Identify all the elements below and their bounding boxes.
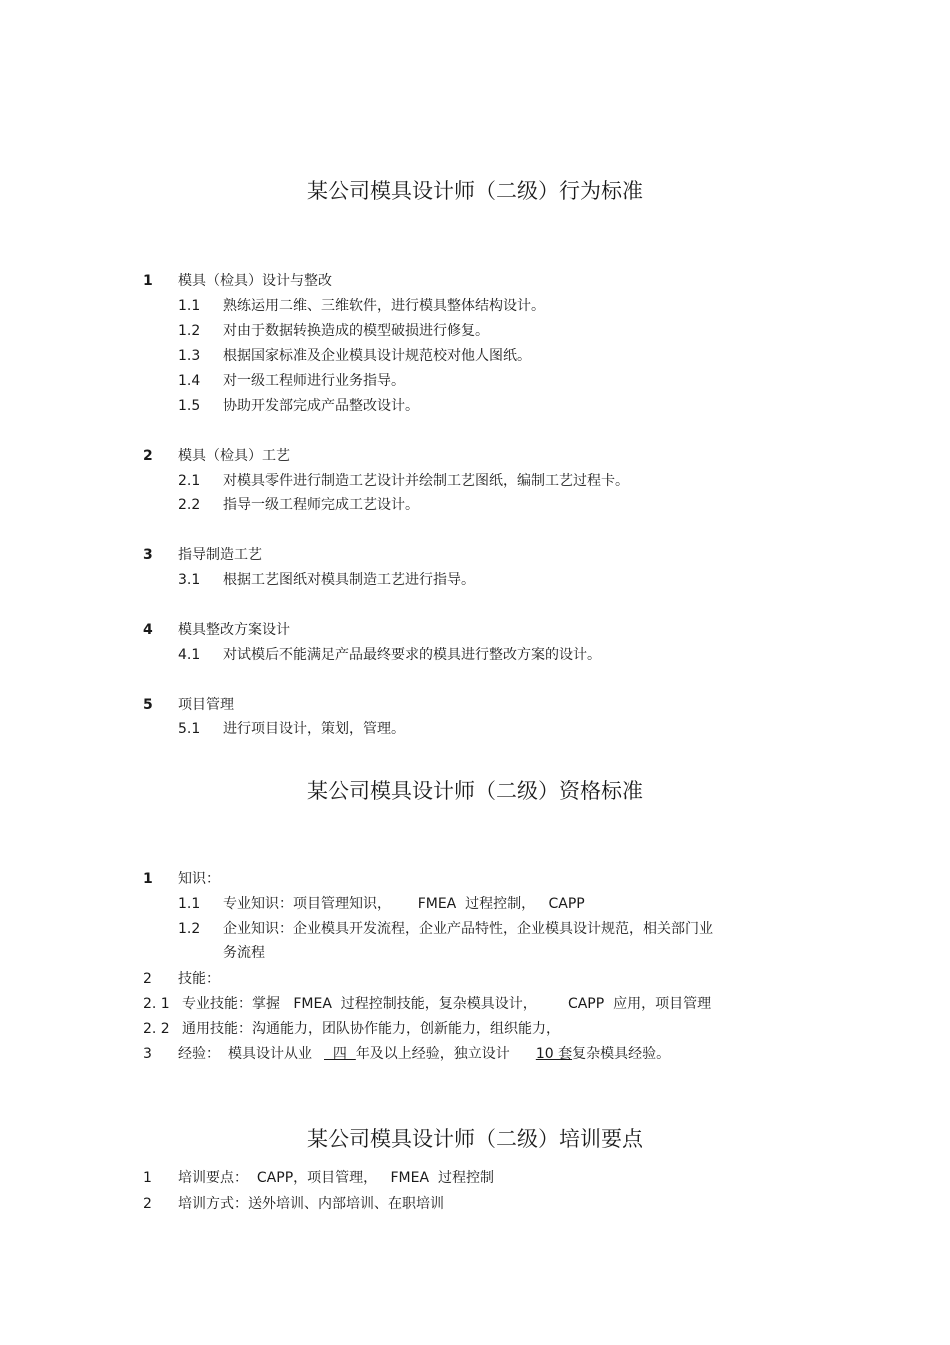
section-2-title: 模具（检具）工艺 [178, 448, 290, 464]
qualification-title: 某公司模具设计师（二级）资格标准 [307, 779, 643, 803]
experience-mid: 年及以上经验，独立设计 [355, 1046, 510, 1062]
section-3-title: 指导制造工艺 [178, 547, 262, 563]
section-2-number: 2 [143, 448, 153, 464]
training-1-text: 培训要点： CAPP，项目管理， FMEA 过程控制 [178, 1170, 494, 1186]
section-4-title: 模具整改方案设计 [178, 622, 290, 638]
knowledge-1-1-text: 专业知识：项目管理知识， FMEA 过程控制， CAPP [223, 896, 585, 912]
behavior-title: 某公司模具设计师（二级）行为标准 [307, 179, 643, 203]
section-1-number: 1 [143, 273, 153, 289]
item-1-3-number: 1.3 [178, 348, 201, 364]
item-3-1-text: 根据工艺图纸对模具制造工艺进行指导。 [223, 572, 475, 588]
item-1-1-text: 熟练运用二维、三维软件，进行模具整体结构设计。 [223, 298, 545, 314]
section-5-title: 项目管理 [178, 697, 234, 713]
skills-title: 技能： [178, 971, 220, 987]
knowledge-title: 知识： [178, 871, 220, 887]
item-5-1-number: 5.1 [178, 721, 201, 737]
item-1-5-number: 1.5 [178, 398, 201, 414]
training-1-number: 1 [143, 1170, 152, 1186]
knowledge-1-2-text: 企业知识：企业模具开发流程，企业产品特性，企业模具设计规范，相关部门业 [223, 921, 713, 937]
knowledge-1-1-number: 1.1 [178, 896, 201, 912]
knowledge-number: 1 [143, 871, 153, 887]
training-title: 某公司模具设计师（二级）培训要点 [307, 1127, 643, 1151]
item-1-1-number: 1.1 [178, 298, 201, 314]
item-1-4-number: 1.4 [178, 373, 201, 389]
item-2-2-number: 2.2 [178, 497, 201, 513]
item-1-2-text: 对由于数据转换造成的模型破损进行修复。 [223, 323, 489, 339]
item-3-1-number: 3.1 [178, 572, 201, 588]
skills-2-1-number: 2. 1 [143, 996, 170, 1012]
item-2-1-number: 2.1 [178, 473, 201, 489]
experience-number: 3 [143, 1046, 152, 1062]
skills-2-2-text: 通用技能：沟通能力，团队协作能力，创新能力，组织能力， [182, 1021, 560, 1037]
training-2-number: 2 [143, 1196, 152, 1212]
skills-number: 2 [143, 971, 152, 987]
item-4-1-text: 对试模后不能满足产品最终要求的模具进行整改方案的设计。 [223, 647, 601, 663]
knowledge-1-2-number: 1.2 [178, 921, 201, 937]
skills-2-2-number: 2. 2 [143, 1021, 170, 1037]
item-2-2-text: 指导一级工程师完成工艺设计。 [223, 497, 419, 513]
item-1-3-text: 根据国家标准及企业模具设计规范校对他人图纸。 [223, 348, 531, 364]
experience-label: 经验： [178, 1046, 220, 1062]
section-4-number: 4 [143, 622, 153, 638]
item-4-1-number: 4.1 [178, 647, 201, 663]
experience-line [228, 1045, 670, 1063]
experience-years: 四 [324, 1046, 356, 1062]
knowledge-1-2-text-continued: 务流程 [223, 945, 265, 961]
training-2-text: 培训方式：送外培训、内部培训、在职培训 [178, 1196, 444, 1212]
section-5-number: 5 [143, 697, 153, 713]
item-1-2-number: 1.2 [178, 323, 201, 339]
skills-2-1-text: 专业技能：掌握 FMEA 过程控制技能，复杂模具设计， CAPP 应用，项目管理 [182, 996, 712, 1012]
item-5-1-text: 进行项目设计，策划，管理。 [223, 721, 405, 737]
item-1-4-text: 对一级工程师进行业务指导。 [223, 373, 405, 389]
section-3-number: 3 [143, 547, 153, 563]
experience-post: 复杂模具经验。 [572, 1046, 671, 1062]
item-2-1-text: 对模具零件进行制造工艺设计并绘制工艺图纸，编制工艺过程卡。 [223, 473, 629, 489]
item-1-5-text: 协助开发部完成产品整改设计。 [223, 398, 419, 414]
section-1-title: 模具（检具）设计与整改 [178, 273, 332, 289]
experience-count: 10 套 [535, 1046, 573, 1062]
experience-pre: 模具设计从业 [228, 1046, 312, 1062]
